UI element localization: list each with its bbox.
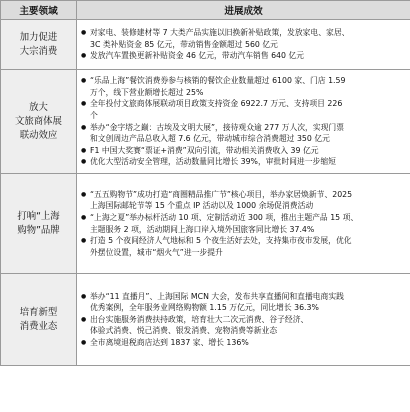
field-label-line: 放大 [29, 101, 48, 113]
list-item-line: ● 优化大型活动安全管理，活动数量同比增长 39%，审批时间进一步缩短 [90, 157, 336, 167]
list-item-line: ● 举办“金字塔之巅：古埃及文明大展”，接待观众逾 277 万人次，实现门票 [90, 122, 345, 132]
field-cell [1, 174, 77, 274]
list-item [81, 122, 405, 145]
list-item [81, 314, 405, 337]
result-list [81, 189, 405, 259]
table-header-row [1, 1, 410, 20]
table-row [1, 20, 410, 70]
list-item-line: 个 [90, 110, 98, 120]
result-cell [77, 20, 410, 70]
field-label-line: 购物”品牌 [17, 224, 60, 236]
field-label-line: 大宗消费 [19, 45, 58, 57]
list-item-line: ● 全市离境退税商店达到 1837 家、增长 136% [90, 337, 249, 347]
list-item-line: 外摆位设置，城市“烟火气”进一步提升 [90, 247, 223, 257]
list-item [81, 212, 405, 235]
list-item [81, 337, 405, 349]
result-cell [77, 274, 410, 366]
list-item-line: ● 打造 5 个夜间经济人气地标和 5 个夜生活好去处，支持集市夜市发展，优化 [90, 236, 352, 246]
list-item-line: ● 全年投付文旅商体展联动项目政策支持资金 6922.7 万元、支持项目 226 [90, 99, 343, 109]
list-item-line: 优秀案例，全年服务业网络购物额 1.15 万亿元，同比增长 36.3% [90, 303, 319, 313]
list-item-line: ● F1 中国大奖赛“票证+消费”双向引流，带动相关消费收入 39 亿元 [90, 145, 319, 155]
field-cell [1, 20, 77, 70]
list-item-line: ● “五五购物节”成功打造“商圈精品推广节”核心项目，举办家居焕新节、2025 [90, 189, 353, 199]
result-list [81, 27, 405, 62]
list-item-line: 3C 类补贴资金 85 亿元，带动销售金额超过 560 亿元 [90, 39, 278, 49]
field-label-line: 消费业态 [19, 320, 58, 332]
list-item [81, 145, 405, 157]
list-item [81, 98, 405, 121]
list-item [81, 27, 405, 50]
list-item-line: ● 发放汽车置换更新补贴资金 46 亿元，带动汽车销售 640 亿元 [90, 51, 305, 61]
table-row [1, 274, 410, 366]
list-item-line: ● “上海之夏”举办标杆活动 10 项、定制活动近 300 项，推出主题产品 15 项、 [90, 212, 359, 222]
field-label-line: 培育新型 [19, 306, 58, 318]
list-item-line: 上海国际邮轮节等 15 个重点 IP 活动以及 1000 余场促消费活动 [90, 201, 314, 211]
list-item-line: 主题服务 2 项，活动期间上海口岸入境外国旅客同比增长 37.4% [90, 224, 315, 234]
list-item-line: 万个，线下营业额增长超过 25% [90, 87, 204, 97]
list-item [81, 291, 405, 314]
result-cell [77, 174, 410, 274]
list-item-line: ● 举办“11 直播月”、上海国际 MCN 大会，发布共享直播间和直播电商实践 [90, 291, 344, 301]
list-item [81, 75, 405, 98]
list-item-line: 和文创周边产品总收入超 7.6 亿元，带动城市综合消费超过 350 亿元 [90, 134, 330, 144]
list-item [81, 235, 405, 258]
field-label-line: 加力促进 [19, 31, 58, 43]
list-item [81, 189, 405, 212]
table-row [1, 174, 410, 274]
list-item-line: ● “乐品上海”餐饮消费券参与核销的餐饮企业数量超过 6100 家、门店 1.59 [90, 76, 346, 86]
result-cell [77, 70, 410, 174]
list-item-line: 体验式消费、悦己消费、银发消费、宠物消费等新业态 [90, 326, 278, 336]
list-item [81, 50, 405, 62]
field-cell [1, 70, 77, 174]
field-label-line: 打响“上海 [17, 210, 60, 222]
field-label-line: 联动效应 [19, 129, 58, 141]
list-item [81, 156, 405, 168]
list-item-line: ● 出台实施服务消费扶持政策，培育壮大二次元消费、谷子经济、 [90, 314, 309, 324]
result-list [81, 291, 405, 349]
header-field: 主要领域 [1, 1, 77, 20]
header-result: 进展成效 [77, 1, 410, 20]
result-list [81, 75, 405, 168]
table-row [1, 70, 410, 174]
list-item-line: ● 对家电、装修建材等 7 大类产品实施以旧换新补贴政策，发放家电、家居、 [90, 28, 350, 38]
field-label-line: 文旅商体展 [15, 115, 62, 127]
field-cell [1, 274, 77, 366]
